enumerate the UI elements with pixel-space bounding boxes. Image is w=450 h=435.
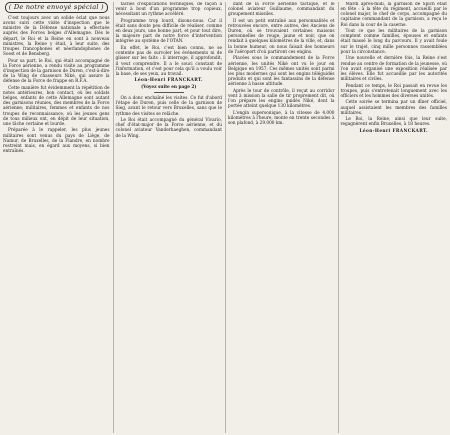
paragraph: En effet, le Roi, c'est bien connu, ne se contente pas de survoler les événements ni de glisser sur les faits : il interroge, il approfondit, il veut comprendre. Il a le souci constant de l'information, et c'est pour cela qu'il a voulu voir la base, de ses yeux, au travail. [115,46,222,77]
paragraph: Pendant ce temps, le Roi passait en revue les troupes, puis s'entretenait longuement avec les officiers et les hommes des diverses unités. [340,83,447,99]
column-1 [3,2,110,433]
column-4 [338,2,448,433]
author-signature: Léon-Henri FRANCKART. [134,78,203,84]
paragraph: Préparée à le rappeler, les plus jeunes militaires sont venus du pays de Liège, de Namur, de Bruxelles, de la Flandre, en nombre restreint mais, en égard aux moyens, si bien entraînés. [3,128,110,155]
paragraph: Cette manière fut évidemment la répétition de notes antérieures, bon contact, où les soldats belges, enfants de cette Allemagne sont autant des garnisons réunies, des membres de la Force aérienne; militaires, femmes et enfants de nos troupes de reconnaissance, où les jeunes gens de tous milieux ont, en dépit de leur situation, une tâche certaine et lourde. [3,85,110,127]
paragraph: On a donc enchaîné les visites. Ce fut d'abord l'étape de Duren, puis celle de la garnison de Sieg, avant le retour vers Bruxelles, sans que le rythme des visites se relâche. [115,96,222,117]
paragraph: Le Roi, la Reine, ainsi que leur suite, regagnèrent enfin Bruxelles, à 18 heures. [340,117,447,128]
article-columns [3,2,447,433]
paragraph: Pour sa part, le Roi, qui était accompagné de la Force aérienne, a rendu visite au programme d'inspection de la garnison de Duren, c'est-à-dire de la Wing de chasseurs Niké, qui assure la défense de la Force de frappe en R.F.A. [3,58,110,85]
paragraph: Le Roi était accompagné du général Vivario, chef d'état-major de la Force aérienne, et du colonel aviateur Vanderhaeghen, commandant de la Wing. [115,118,222,139]
paragraph: Il est un petit entraîné aux personnalités et retrouvées encore, entre autres, des Anciens de Duren, où se trouvaient certaines maisons personnelles de rouge, jaune et noir, que on rendait à quelques kilomètres de la ville, et, dans la bonne humeur, on nous faisait des honneurs de l'aéroport d'où partiront ces engins. [228,18,335,55]
paragraph: tâches d'explications techniques, de façon à venir à bout d'un programme trop copieux, nécessitant un rythme accéléré. [115,2,222,18]
paragraph: L'engin supersonique, à la vitesse de 4.000 kilomètres à l'heure, monte en trente secondes à son plafond, à 29.000 km. [228,110,335,126]
article-heading: ( De notre envoyé spécial ) [5,2,108,13]
author-signature: Léon-Henri FRANCKART. [359,128,428,134]
paragraph: Placées sous le commandement de la Force aérienne, les unités Niké ont vu le jour en Belgique en 1957. Ces mêmes unités sont parmi les plus modernes qui sont les engins téléguidés produits et qui sont les fantassins de la défense aérienne à basse altitude. [228,56,335,88]
paragraph: Tout ce que les militaires de la garnison comptent comme familles, épouses et enfants était massé le long du parcours. Il y avait foule sur le trajet, cinq mille personnes rassemblées pour la circonstance. [340,29,447,55]
divider [154,92,184,93]
paragraph: Mardi après-midi, la garnison de Spich était en fête : à la tête du régiment, accueilli par le colonel major, le chef de corps, accompagné du capitaine commandant de la garnison, a reçu le Roi dans la cour de la caserne. [340,2,447,28]
heading-text: De notre envoyé spécial [13,3,99,11]
continuation-note: (Voyez suite en page 2) [141,84,197,90]
paragraph: Programme trop lourd, disons-nous. Car il était sans doute peu difficile de réaliser, comme en deux jours, une bonne part, et pour tout dire, la majeure part de notre force d'intervention intégrée au système de l'OTAN. [115,18,222,45]
paragraph: Cette soirée se termina par un dîner officiel, auquel assistaient les membres des familles militaires. [340,100,447,116]
column-2 [113,2,223,433]
paragraph: Une nouvelle et dernière fois, la Reine s'est rendue au centre de formation de la jeunesse, où l'on avait organisé une exposition réalisée par les élèves. Elle fut accueillie par les autorités militaires et civiles. [340,56,447,82]
paragraph: C'est toujours avec un solide éclat que nous avons suivi cette visite d'inspection que le ministre de la Défense nationale a effectuée auprès des Forces belges d'Allemagne. Dès le départ, le Roi et la Reine en sont à nouveau ministres, la Reine y était, à leur suite, des troupes francophones et néerlandophones de Soest et de Bensberg. [3,16,110,58]
column-3 [225,2,335,433]
paragraph: Après le tour de contrôle, il reçut au corridor vent à mission la salle de tir proprement dit, où l'on prépare les engins guidés Niké, dont la portée atteint quelque 130 kilomètres. [228,88,335,110]
paragraph: dant de la Force aérienne tactique, et le colonel aviateur Guillaume, commandant du groupement missiles. [228,2,335,18]
